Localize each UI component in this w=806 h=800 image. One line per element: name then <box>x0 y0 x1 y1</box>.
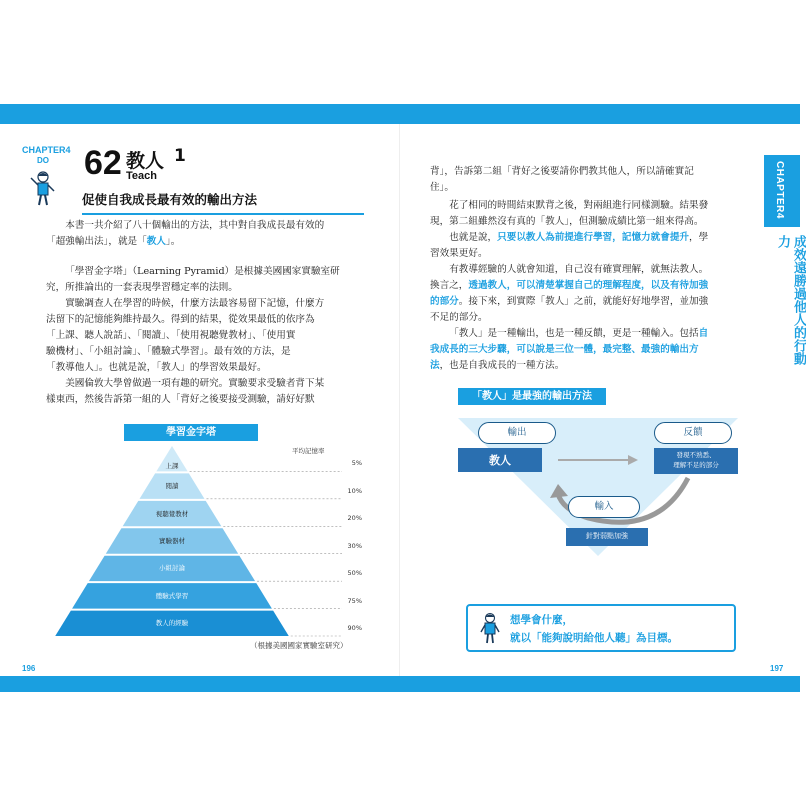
page-gutter <box>399 124 400 676</box>
text-line: 實驗調查人在學習的時候，什麼方法最容易留下記憶，什麼方 <box>65 298 325 309</box>
pyramid-level-label: 視聽覺教材 <box>155 509 189 518</box>
mascot-icon <box>28 170 58 208</box>
side-chapter-box <box>764 155 800 227</box>
text-line <box>430 342 770 358</box>
text-line: 背」，告訴第二組「背好之後要請你們教其他人，所以請確實記 <box>430 166 694 177</box>
pyramid-level-label: 閱讀 <box>165 482 179 491</box>
left-page <box>22 124 382 676</box>
mascot-icon <box>478 612 502 644</box>
tip-box <box>466 604 736 652</box>
chapter-label: CHAPTER4 <box>22 145 71 155</box>
right-paragraph-1 <box>430 164 770 196</box>
text-line: 樣東西，然後告訴第一組的人「背好之後要接受測驗，請好好默 <box>46 394 315 405</box>
highlight-text: 透過教人，可以清楚掌握自己的理解程度，以及有待加強 <box>468 280 709 291</box>
highlight-text: 的部分 <box>430 296 459 307</box>
highlight-text: 法 <box>430 360 440 371</box>
section-number: 62 <box>84 144 122 182</box>
text-line: 法留下的記憶能夠維持最久。得到的結果，從效果最低的依序為 <box>46 314 315 325</box>
text-line <box>430 230 770 246</box>
pyramid-level-label: 體驗式學習 <box>155 591 189 600</box>
pyramid-source: （根據美國國家實驗室研究） <box>250 641 348 650</box>
teach-label: 教人 <box>489 454 511 467</box>
section-subtitle: 促使自我成長最有效的輸出方法 <box>82 190 364 215</box>
do-label: DO <box>37 156 49 165</box>
side-chapter-label: CHAPTER4 <box>774 161 785 219</box>
text-line: 現，第二組雖然沒有真的「教人」，但測驗成績比第一組來得高。 <box>430 216 704 227</box>
text-run: 」。 <box>165 236 181 247</box>
tip-line-2: 就以「能夠說明給他人聽」為目標。 <box>510 632 678 644</box>
diagram-title: 「教人」是最強的輸出方法 <box>458 388 606 405</box>
bottom-color-band <box>0 676 800 692</box>
highlight-text: 教人 <box>146 236 166 247</box>
retention-rate: 20% <box>347 514 362 523</box>
text-run: 換言之， <box>430 280 469 291</box>
text-line: 本書一共介紹了八十個輸出的方法，其中對自我成長最有效的 <box>65 220 325 231</box>
text-line <box>46 234 368 250</box>
text-line: 習效果更好。 <box>430 248 488 259</box>
text-run: 也就是說， <box>449 232 498 243</box>
highlight-text: 我成長的三大步驟，可以說是三位一體，最完整、最強的輸出方 <box>430 344 699 355</box>
right-paragraph-5 <box>430 326 770 374</box>
pyramid-level-label: 上課 <box>165 462 179 471</box>
section-title: 教人 <box>126 150 165 172</box>
retention-rate: 30% <box>347 541 362 550</box>
text-line: 花了相同的時間結束默背之後，對兩組進行同樣測驗。結果發 <box>449 200 709 211</box>
pyramid-level-label: 小組討論 <box>159 564 185 573</box>
feedback-bubble: 反饋 <box>654 422 732 444</box>
page-number-left: 196 <box>22 664 36 673</box>
paragraph-1 <box>46 218 368 250</box>
highlight-text: 只要以教人為前提進行學習，記憶力就會提升 <box>497 232 690 243</box>
text-line: 「上課、聽人說話」、「閱讀」、「使用視聽覺教材」、「使用實 <box>46 330 296 341</box>
retention-rate: 5% <box>351 459 362 468</box>
text-line: 美國倫敦大學曾做過一項有趣的研究。實驗要求受驗者背下某 <box>65 378 325 389</box>
text-line <box>430 294 770 310</box>
text-line <box>430 358 770 374</box>
pyramid-level-label: 教人的經驗 <box>155 619 189 628</box>
side-chapter-title: 成效遠勝過他人的行動力 <box>775 235 806 365</box>
top-color-band <box>0 104 800 124</box>
feedback-detail <box>654 450 738 470</box>
text-run: 。接下來，到實際「教人」之前，就能好好地學習，並加強 <box>458 296 709 307</box>
paragraph-2 <box>46 264 368 296</box>
retention-rate: 75% <box>347 596 362 605</box>
right-paragraph-3 <box>430 230 770 262</box>
text-run: ，學 <box>689 232 709 243</box>
text-line: 住」。 <box>430 182 454 193</box>
text-line: 驗機材」、「小組討論」、「體驗式學習」。最有效的方法，是 <box>46 346 291 357</box>
retention-rate-header: 平均記憶率 <box>292 447 325 455</box>
output-bubble: 輸出 <box>478 422 556 444</box>
section-title-number: 1 <box>174 146 186 166</box>
chapter-badge <box>22 145 71 165</box>
text-run: 「超強輸出法」，就是「 <box>46 236 147 247</box>
retention-rate: 90% <box>347 624 362 632</box>
text-line: 有教導經驗的人就會知道，自己沒有確實理解，就無法教人。 <box>449 264 709 275</box>
pyramid-title: 學習金字塔 <box>124 424 258 441</box>
retention-rate: 50% <box>347 569 362 578</box>
feedback-detail-line: 發現不熟悉、 <box>676 451 716 459</box>
right-paragraph-2 <box>430 198 770 230</box>
tip-line-1: 想學會什麼， <box>510 614 573 626</box>
feedback-detail-line: 理解不足的部分 <box>673 461 719 469</box>
text-run: ，也是自我成長的一種方法。 <box>439 360 565 371</box>
strengthen-label: 針對弱點加強 <box>586 532 628 540</box>
paragraph-3 <box>46 296 368 376</box>
text-line <box>430 326 770 342</box>
page-number-right: 197 <box>770 664 784 673</box>
chapter-side-tab <box>764 155 806 365</box>
right-paragraph-4 <box>430 262 770 326</box>
text-line: 不足的部分。 <box>430 312 488 323</box>
text-line: 「學習金字塔」（Learning Pyramid）是根據美國國家實驗室研 <box>65 266 340 277</box>
text-run: 「教人」是一種輸出，也是一種反饋，更是一種輸入。包括 <box>449 328 699 339</box>
text-line: 究，所推論出的一套表現學習穩定率的法則。 <box>46 282 238 293</box>
paragraph-4 <box>46 376 368 408</box>
section-title-english: Teach <box>126 170 157 182</box>
text-line: 「教導他人」。也就是說，「教人」的學習效果最好。 <box>46 362 267 373</box>
pyramid-level-label: 實驗器材 <box>159 537 185 545</box>
highlight-text: 自 <box>698 328 709 339</box>
text-line <box>430 278 770 294</box>
input-bubble: 輸入 <box>568 496 640 518</box>
retention-rate: 10% <box>347 486 362 495</box>
